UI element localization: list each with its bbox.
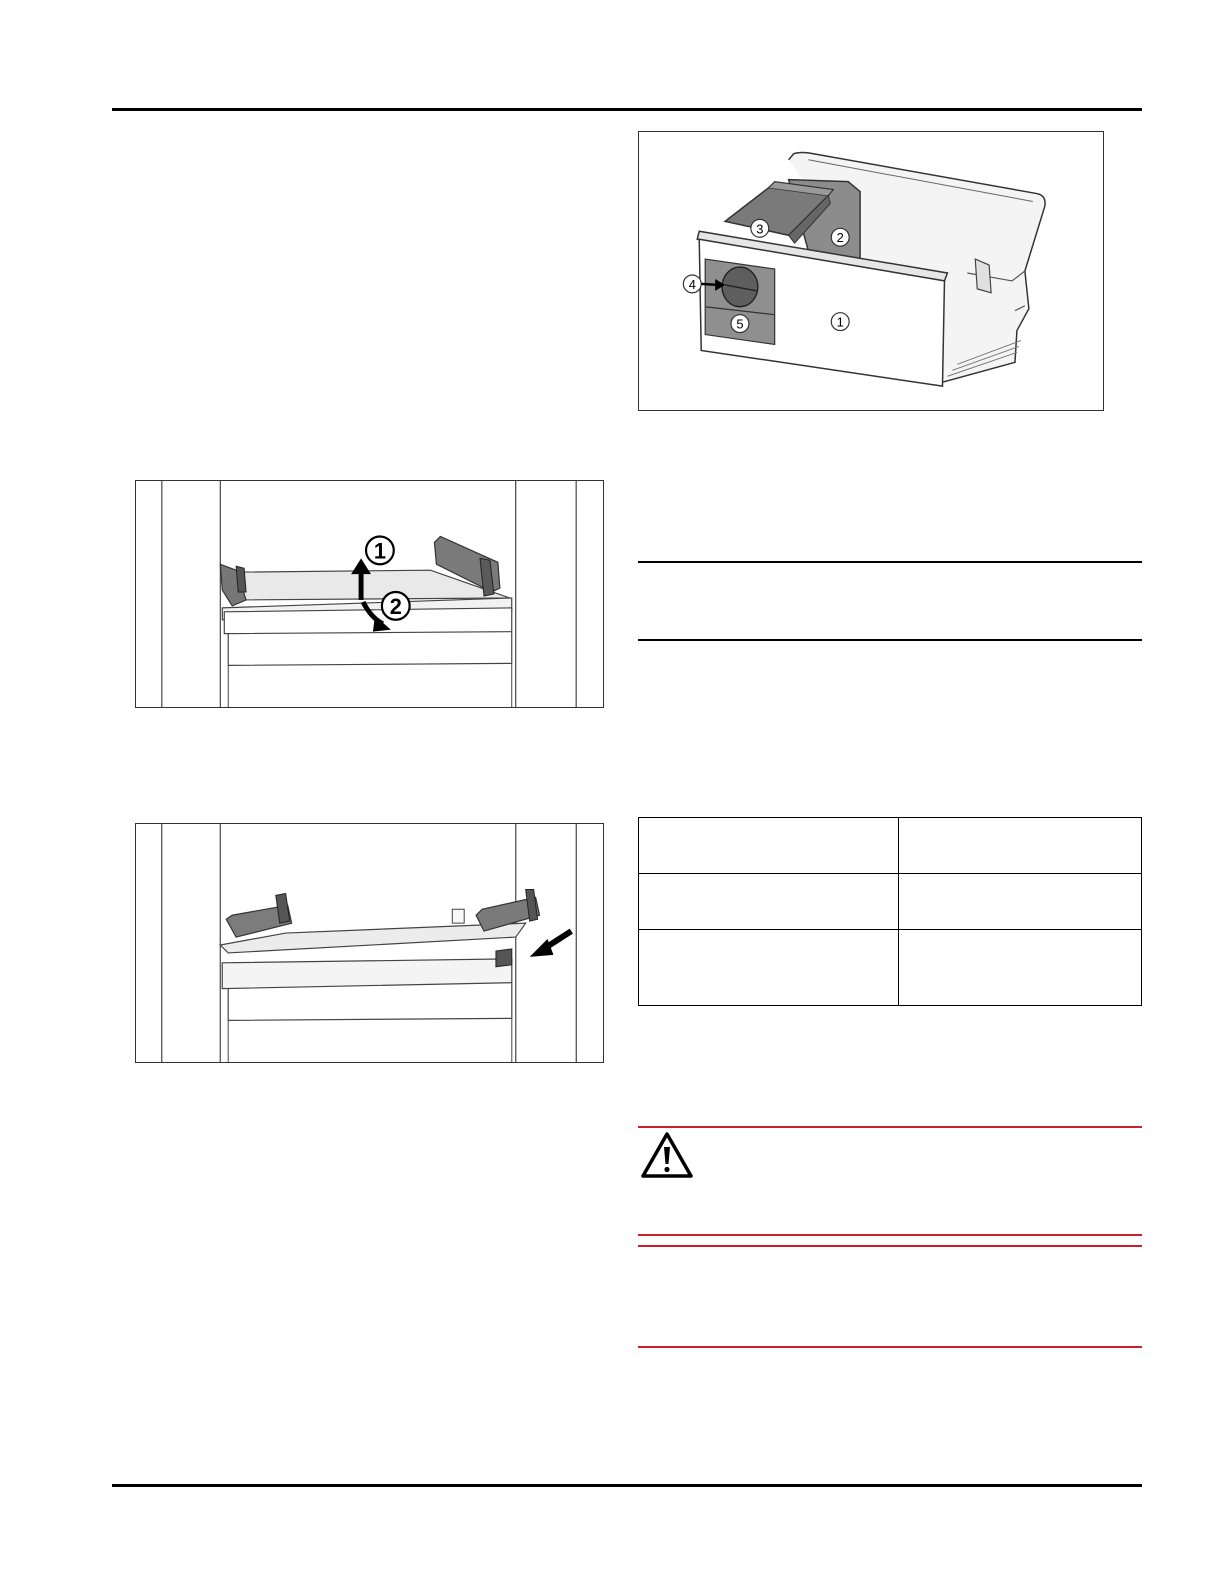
warning-triangle-icon: [640, 1131, 694, 1179]
shelf-removal-step-1: [366, 537, 394, 565]
warning-rule-top: [638, 1126, 1142, 1128]
svg-text:4: 4: [688, 276, 696, 292]
footer-rule: [112, 1484, 1142, 1487]
drawer-callout-3: [751, 219, 769, 237]
table-row: [639, 930, 1142, 1006]
table-row: [639, 874, 1142, 930]
drawer-figure: [638, 131, 1104, 411]
shelf-insertion-illustration: [136, 824, 603, 1062]
svg-text:3: 3: [756, 221, 764, 237]
spec-table: [638, 817, 1142, 1006]
shelf-removal-illustration: [136, 481, 603, 707]
svg-text:2: 2: [389, 593, 402, 619]
warning-rule-mid-1: [638, 1234, 1142, 1236]
warning-rule-mid-2: [638, 1245, 1142, 1247]
table-cell: [639, 874, 899, 930]
shelf-insertion-figure: [135, 823, 604, 1063]
svg-text:1: 1: [836, 314, 844, 330]
table-cell: [899, 930, 1142, 1006]
drawer-illustration: [639, 132, 1103, 410]
svg-text:1: 1: [373, 538, 386, 564]
svg-text:2: 2: [836, 230, 844, 246]
drawer-callout-1: [831, 313, 849, 331]
header-rule: [112, 108, 1142, 111]
table-cell: [639, 818, 899, 874]
table-cell: [639, 930, 899, 1006]
table-cell: [899, 874, 1142, 930]
svg-text:5: 5: [736, 316, 744, 332]
warning-rule-bottom: [638, 1346, 1142, 1348]
section-rule-top: [638, 561, 1142, 563]
shelf-removal-figure: [135, 480, 604, 708]
section-rule-bottom: [638, 639, 1142, 641]
drawer-callout-2: [831, 228, 849, 246]
drawer-callout-5: [731, 315, 749, 333]
shelf-removal-step-2: [382, 592, 410, 620]
drawer-callout-4: [683, 275, 701, 293]
table-row: [639, 818, 1142, 874]
table-cell: [899, 818, 1142, 874]
